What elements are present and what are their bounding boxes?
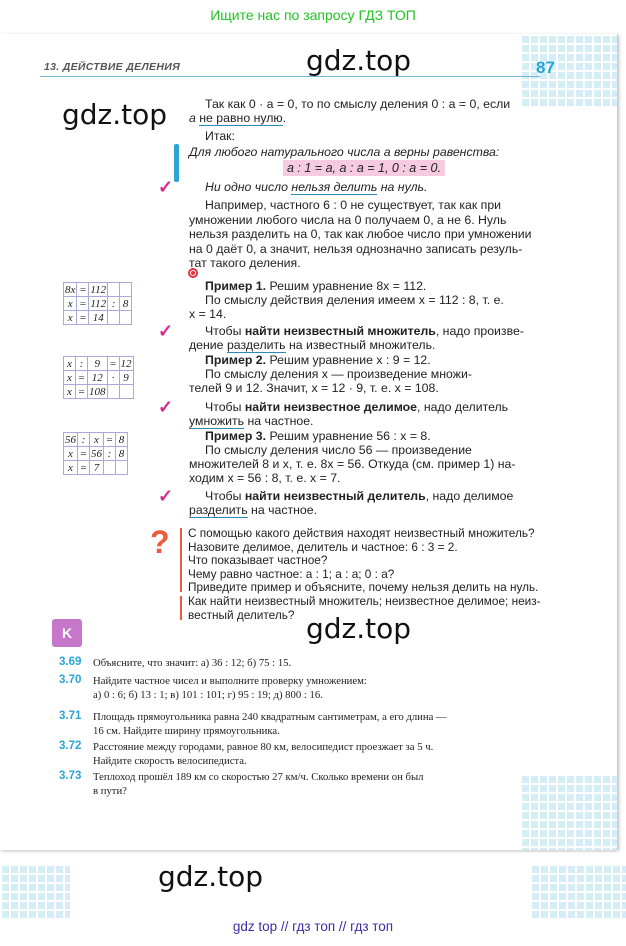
example1-rule: Чтобы найти неизвестный множитель, надо произве- [205, 324, 524, 338]
example2-line: телей 9 и 12. Значит, x = 12 · 9, т. е. x = 108. [189, 381, 439, 395]
watermark: gdz.top [306, 44, 412, 77]
exercise-text: Объясните, что значит: а) 36 : 12; б) 75 : 15. [93, 657, 292, 669]
example1-line: По смыслу действия деления имеем x = 112 : 8, т. е. [205, 293, 504, 307]
example3-rule-cont: разделить на частное. [189, 503, 317, 517]
question-bar [180, 528, 182, 592]
banner-text[interactable]: Ищите нас по запросу ГДЗ ТОП [210, 7, 416, 23]
question: Чему равно частное: a : 1; a : a; 0 : a? [188, 566, 395, 581]
chapter-title: 13. ДЕЙСТВИЕ ДЕЛЕНИЯ [44, 61, 181, 73]
example2-rule-cont: умножить на частное. [189, 414, 314, 428]
question: вестный делитель? [188, 607, 295, 622]
page-number: 87 [536, 58, 555, 77]
example2-line: По смыслу деления x — произведение множи- [205, 367, 472, 381]
exercise-text: Расстояние между городами, равное 80 км, велосипедист проезжает за 5 ч. Найдите скорость велосипедиста. [93, 741, 434, 767]
intro-line-2: a не равно нулю. [189, 111, 287, 125]
example3-rule: Чтобы найти неизвестный делитель, надо делимое [205, 489, 514, 503]
exercise-number: 3.72 [59, 740, 82, 752]
questions-list [188, 527, 541, 622]
example2-heading: Пример 2. Решим уравнение x : 9 = 12. [205, 353, 431, 367]
corner-pattern-bottom [520, 774, 618, 850]
rule-bar [174, 144, 179, 182]
check-icon: ✓ [158, 321, 174, 341]
itak-label: Итак: [205, 129, 235, 143]
example1-heading: Пример 1. Решим уравнение 8x = 112. [205, 279, 427, 293]
check-icon: ✓ [158, 397, 174, 417]
top-banner [0, 0, 626, 34]
example2-rule: Чтобы найти неизвестное делимое, надо делитель [205, 400, 509, 414]
exercise-number: 3.70 [59, 674, 82, 686]
exercise-number: 3.73 [59, 770, 82, 782]
check-icon: ✓ [158, 177, 174, 197]
corner-pattern [0, 864, 70, 918]
question: С помощью какого действия находят неизвестный множитель? [188, 526, 535, 540]
example3-table: 56 : x = 8 x = 56 : 8 x = 7 [63, 432, 128, 475]
example2-table: x : 9 = 12 x = 12 · 9 x = 108 [63, 356, 134, 399]
zero-example: Например, частного 6 : 0 не существует, так как при умножении любого числа на 0 получаем 0, а не 6. Нуль нельзя разделить на 0, так как любое число при умножении на 0 даёт 0, а значит, нельзя однозначно записать резуль- тат такого деления. [189, 198, 532, 270]
check-icon: ✓ [158, 486, 174, 506]
watermark: gdz.top [158, 860, 264, 893]
footer-links[interactable]: gdz top // гдз топ // гдз топ [232, 919, 394, 934]
zero-rule: Ни одно число нельзя делить на нуль. [205, 180, 428, 194]
question-bar [180, 596, 182, 620]
textbook-page [0, 34, 618, 850]
example1-table: 8x = 112 x = 112 : 8 x = 14 [63, 282, 132, 325]
example3-line: По смыслу деления число 56 — произведение [205, 443, 472, 457]
corner-pattern-top [520, 34, 618, 106]
example3-line: множителей 8 и x, т. е. 8x = 56. Откуда (см. пример 1) на- [189, 457, 516, 471]
watermark: gdz.top [306, 612, 412, 645]
exercise-text: Теплоход прошёл 189 км со скоростью 27 км/ч. Сколько времени он был в пути? [93, 771, 424, 797]
watermark: gdz.top [62, 98, 168, 131]
exercise-number: 3.71 [59, 710, 82, 722]
k-badge: K [52, 619, 82, 647]
example3-heading: Пример 3. Решим уравнение 56 : x = 8. [205, 429, 431, 443]
corner-pattern [530, 864, 626, 918]
example1-rule-cont: дение разделить на известный множитель. [189, 338, 436, 352]
rule-text: Для любого натурального числа a верны равенства: [189, 145, 500, 159]
exercise-text: Найдите частное чисел и выполните проверку умножением: а) 0 : 6; б) 13 : 1; в) 101 : 101; г) 95 : 19; д) 800 : 16. [93, 675, 367, 701]
question: Приведите пример и объясните, почему нельзя делить на нуль. [188, 580, 539, 595]
question: Назовите делимое, делитель и частное: 6 : 3 = 2. [188, 539, 458, 554]
formula-box: a : 1 = a, a : a = 1, 0 : a = 0. [283, 160, 445, 176]
question: Что показывает частное? [188, 553, 328, 568]
question: Как найти неизвестный множитель; неизвестное делимое; неиз- [188, 593, 541, 608]
example1-line: x = 14. [189, 307, 227, 321]
example3-line: ходим x = 56 : 8, т. е. x = 7. [189, 471, 341, 485]
exercise-text: Площадь прямоугольника равна 240 квадратным сантиметрам, а его длина — 16 см. Найдите ширину прямоугольника. [93, 711, 447, 737]
intro-line-1: Так как 0 · a = 0, то по смыслу деления 0 : a = 0, если [205, 97, 511, 111]
next-page-strip [0, 858, 626, 918]
target-icon [188, 268, 198, 278]
header-line [40, 76, 540, 77]
question-icon: ? [150, 524, 170, 560]
exercise-number: 3.69 [59, 656, 82, 668]
